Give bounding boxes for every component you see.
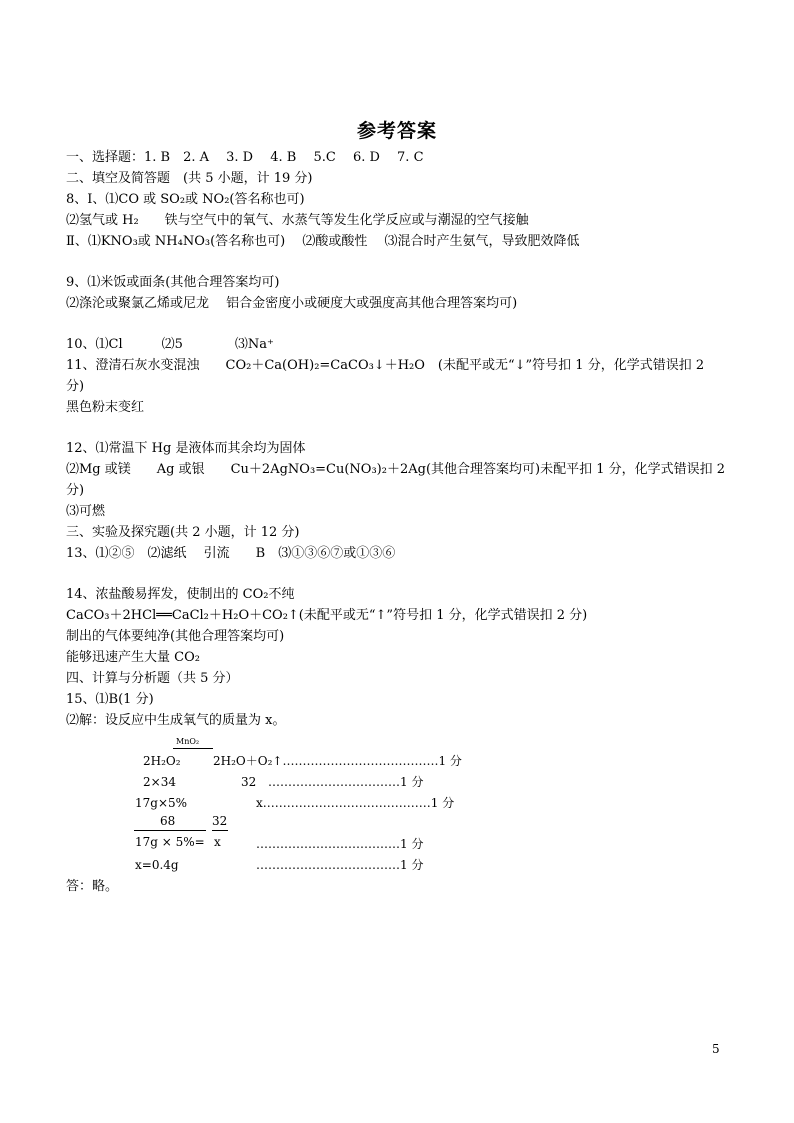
calc-product: 2H₂O＋O₂↑…………………………………1 分 (213, 754, 462, 768)
answer-line: 三、实验及探究题(共 2 小题，计 12 分) (66, 525, 300, 540)
calc-mass-o2: 32 (241, 775, 257, 789)
answer-line: 12、⑴常温下 Hg 是液体而其余均为固体 (66, 441, 306, 456)
answer-line: 11、澄清石灰水变混浊 CO₂＋Ca(OH)₂=CaCO₃↓＋H₂O (未配平或无“↓”符号扣 1 分，化学式错误扣 2 (66, 358, 705, 373)
answer-line: ⑵涤沦或聚氯乙烯或尼龙 铝合金密度小或硬度大或强度高其他合理答案均可) (66, 296, 518, 311)
answer-line: 10、⑴Cl ⑵5 ⑶Na⁺ (66, 337, 274, 352)
answer-line: 四、计算与分析题（共 5 分） (66, 671, 239, 686)
answer-line: CaCO₃＋2HCl══CaCl₂＋H₂O＋CO₂↑(未配平或无“↑”符号扣 1 分，化学式错误扣 2 分) (66, 608, 588, 623)
frac-numerator-right: 32 (212, 814, 228, 828)
answer-line: ⑶可燃 (66, 504, 106, 519)
catalyst-bar (173, 748, 213, 749)
answer-line: ⑵解：设反应中生成氧气的质量为 x。 (66, 713, 286, 728)
frac-denominator-left: 17g × 5%= (135, 835, 205, 849)
calc-score: ………………………………1 分 (256, 858, 424, 872)
answer-line: 黑色粉末变红 (66, 400, 145, 415)
final-answer: 答：略。 (66, 879, 119, 894)
answer-line: 14、浓盐酸易挥发，使制出的 CO₂不纯 (66, 587, 295, 602)
answer-line: 15、⑴B(1 分) (66, 692, 154, 707)
answer-line: ⑵Mg 或镁 Ag 或银 Cu＋2AgNO₃=Cu(NO₃)₂＋2Ag(其他合理答案均可)未配平扣 1 分，化学式错误扣 2 (66, 462, 726, 477)
answer-line: Ⅱ、⑴KNO₃或 NH₄NO₃(答名称也可) ⑵酸或酸性 ⑶混合时产生氨气，导致肥效降低 (66, 234, 580, 249)
answer-line: ⑵氢气或 H₂ 铁与空气中的氧气、水蒸气等发生化学反应或与潮湿的空气接触 (66, 213, 529, 228)
calc-given-mass: 17g×5% (135, 796, 188, 810)
page-number: 5 (712, 1042, 720, 1056)
calc-reactant: 2H₂O₂ (143, 754, 181, 768)
answer-line: 分) (66, 379, 85, 394)
frac-numerator-left: 68 (160, 814, 176, 828)
fraction-bar-right (212, 830, 228, 831)
calc-mass-ratio: 2×34 (143, 775, 176, 789)
answer-line: 能够迅速产生大量 CO₂ (66, 650, 200, 665)
frac-denominator-right: x (214, 835, 221, 849)
answer-line: 8、Ⅰ、⑴CO 或 SO₂或 NO₂(答名称也可) (66, 192, 305, 207)
fraction-bar-left (134, 830, 206, 831)
answer-line: 9、⑴米饭或面条(其他合理答案均可) (66, 275, 280, 290)
page-title: 参考答案 (356, 120, 437, 142)
answer-line: 二、填空及简答题 (共 5 小题，计 19 分) (66, 171, 313, 186)
calc-unknown: x……………………………………1 分 (256, 796, 455, 810)
calc-score: ……………………………1 分 (268, 775, 424, 789)
calc-score: ………………………………1 分 (256, 837, 424, 851)
answer-line: 13、⑴②⑤ ⑵滤纸 引流 B ⑶①③⑥⑦或①③⑥ (66, 546, 396, 561)
catalyst-label: MnO₂ (176, 737, 200, 746)
answer-line: 分) (66, 483, 85, 498)
answer-line: 一、选择题：1. B 2. A 3. D 4. B 5.C 6. D 7. C (66, 150, 424, 165)
answer-line: 制出的气体要纯净(其他合理答案均可) (66, 629, 285, 644)
calc-result: x=0.4g (135, 858, 179, 872)
